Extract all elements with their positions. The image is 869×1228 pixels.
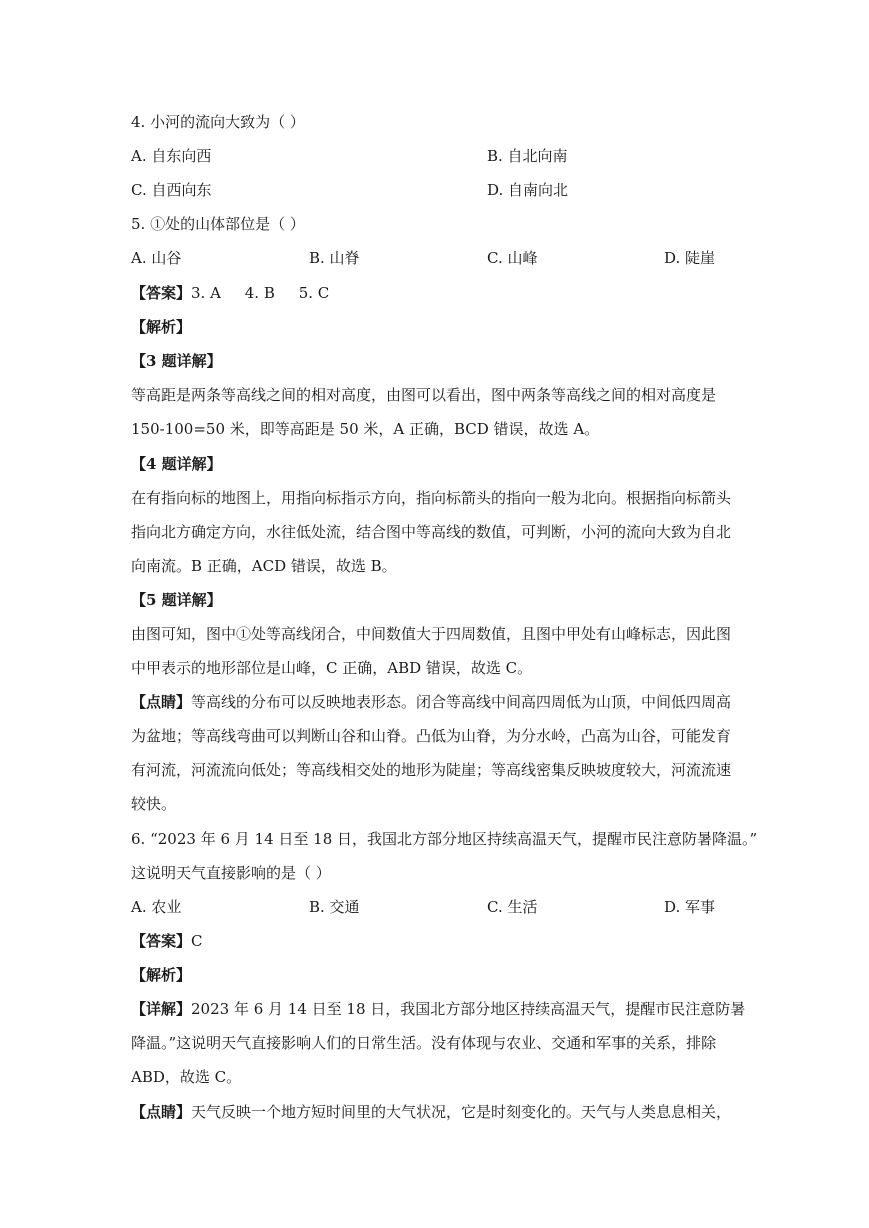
q5-option-b: B. 山脊 (309, 249, 360, 267)
q4-option-b: B. 自北向南 (487, 147, 568, 165)
comment-1-line: 较快。 (131, 795, 177, 813)
detail-3-line: 等高距是两条等高线之间的相对高度，由图可以看出，图中两条等高线之间的相对高度是 (131, 386, 717, 404)
detail-5-line: 由图可知，图中①处等高线闭合，中间数值大于四周数值，且图中甲处有山峰标志，因此图 (131, 625, 732, 643)
question-6-stem: 这说明天气直接影响的是（ ） (131, 864, 331, 882)
detail-4-line: 向南流。B 正确，ACD 错误，故选 B。 (131, 557, 397, 575)
comment-1-line (131, 692, 731, 712)
detail-3-label: 【3 题详解】 (131, 352, 222, 370)
answer-3-5 (131, 283, 329, 303)
analysis-label: 【解析】 (131, 318, 192, 336)
question-5-stem: 5. ①处的山体部位是（ ） (131, 215, 305, 233)
comment-1-line: 有河流，河流流向低处；等高线相交处的地形为陡崖；等高线密集反映坡度较大，河流流速 (131, 761, 732, 779)
detail-6-label: 【详解】 (131, 1000, 192, 1018)
detail-4-line: 指向北方确定方向，水往低处流，结合图中等高线的数值，可判断，小河的流向大致为自北 (131, 523, 732, 541)
answer-6 (131, 931, 203, 951)
detail-6-line: 降温。”这说明天气直接影响人们的日常生活。没有体现与农业、交通和军事的关系，排除 (131, 1034, 717, 1052)
q4-option-d: D. 自南向北 (487, 181, 569, 199)
detail-3-line: 150-100=50 米，即等高距是 50 米，A 正确，BCD 错误，故选 A。 (131, 420, 600, 438)
question-6-stem: 6. “2023 年 6 月 14 日至 18 日，我国北方部分地区持续高温天气，提醒市民注意防暑降温。” (131, 830, 758, 848)
q5-option-a: A. 山谷 (131, 249, 182, 267)
answer-text: C (191, 932, 203, 950)
detail-4-label: 【4 题详解】 (131, 455, 222, 473)
q6-option-d: D. 军事 (664, 898, 716, 916)
detail-6-line: ABD，故选 C。 (131, 1068, 242, 1086)
question-4-stem: 4. 小河的流向大致为（ ） (131, 113, 305, 131)
detail-6-line (131, 999, 745, 1019)
q4-option-a: A. 自东向西 (131, 147, 212, 165)
q6-option-a: A. 农业 (131, 898, 182, 916)
comment-1-line: 为盆地；等高线弯曲可以判断山谷和山脊。凸低为山脊，为分水岭，凸高为山谷，可能发育 (131, 727, 732, 745)
q6-option-b: B. 交通 (309, 898, 360, 916)
q5-option-d: D. 陡崖 (664, 249, 716, 267)
q5-option-c: C. 山峰 (487, 249, 538, 267)
comment-2-line (131, 1102, 731, 1122)
comment-text: 等高线的分布可以反映地表形态。闭合等高线中间高四周低为山顶，中间低四周高 (191, 693, 732, 711)
answer-label: 【答案】 (131, 932, 192, 950)
detail-5-label: 【5 题详解】 (131, 591, 222, 609)
detail-5-line: 中甲表示的地形部位是山峰，C 正确，ABD 错误，故选 C。 (131, 659, 533, 677)
answer-label: 【答案】 (131, 284, 192, 302)
answer-text: 3. A 4. B 5. C (191, 284, 330, 302)
comment-text: 天气反映一个地方短时间里的大气状况，它是时刻变化的。天气与人类息息相关， (191, 1103, 732, 1121)
comment-label: 【点睛】 (131, 1103, 192, 1121)
detail-4-line: 在有指向标的地图上，用指向标指示方向，指向标箭头的指向一般为北向。根据指向标箭头 (131, 489, 732, 507)
analysis-label: 【解析】 (131, 966, 192, 984)
q4-option-c: C. 自西向东 (131, 181, 212, 199)
detail-6-text: 2023 年 6 月 14 日至 18 日，我国北方部分地区持续高温天气，提醒市民注意防暑 (191, 1000, 746, 1018)
comment-label: 【点睛】 (131, 693, 192, 711)
q6-option-c: C. 生活 (487, 898, 538, 916)
